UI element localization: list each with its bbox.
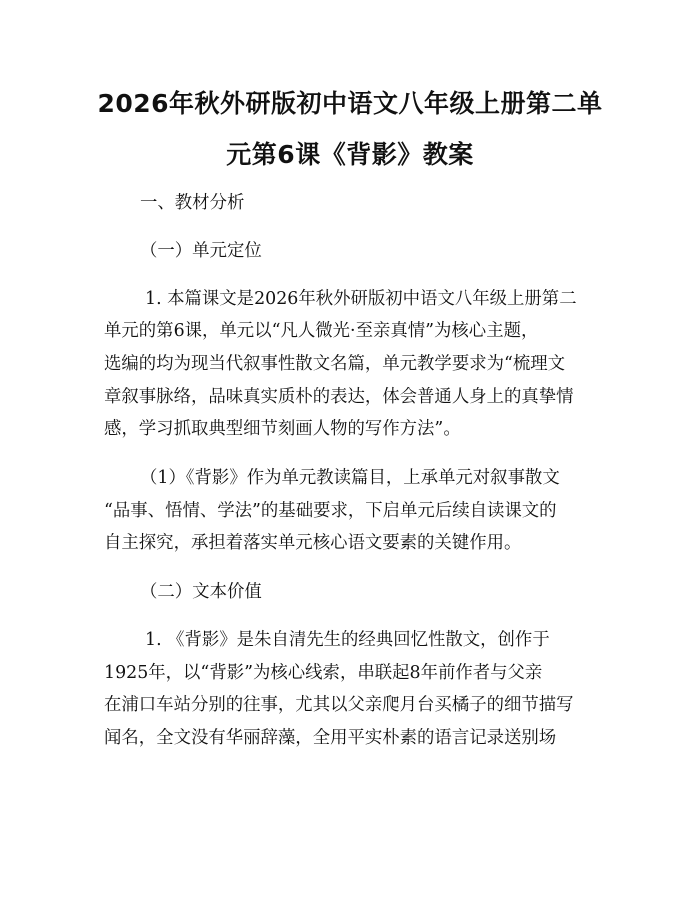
paragraph-3-line-4: 闻名，全文没有华丽辞藻，全用平实朴素的语言记录送别场	[104, 728, 557, 748]
paragraph-1-line-4: 章叙事脉络，品味真实质朴的表达，体会普通人身上的真挚情	[104, 387, 574, 407]
subsection-heading-text-value: （二）文本价值	[140, 582, 262, 602]
paragraph-2-line-2: “品事、悟情、学法”的基础要求，下启单元后续自读课文的	[104, 501, 557, 521]
document-title-line-2: 元第6课《背影》教案	[226, 140, 474, 169]
paragraph-1-line-5: 感，学习抓取典型细节刻画人物的写作方法”。	[104, 419, 461, 439]
document-title-line-1: 2026年秋外研版初中语文八年级上册第二单	[97, 89, 603, 118]
paragraph-3-line-2: 1925年，以“背影”为核心线索，串联起8年前作者与父亲	[104, 663, 543, 683]
paragraph-3-line-3: 在浦口车站分别的往事，尤其以父亲爬月台买橘子的细节描写	[104, 695, 574, 715]
paragraph-1-line-2: 单元的第6课，单元以“凡人微光·至亲真情”为核心主题，	[104, 321, 539, 341]
paragraph-3-line-1: 1. 《背影》是朱自清先生的经典回忆性散文，创作于	[145, 630, 550, 650]
section-heading-textbook-analysis: 一、教材分析	[140, 193, 245, 213]
subsection-heading-unit-positioning: （一）单元定位	[140, 241, 262, 261]
paragraph-2-line-1: （1）《背影》作为单元教读篇目，上承单元对叙事散文	[140, 468, 560, 488]
paragraph-2-line-3: 自主探究，承担着落实单元核心语文要素的关键作用。	[104, 533, 522, 553]
paragraph-1-line-1: 1. 本篇课文是2026年秋外研版初中语文八年级上册第二	[145, 289, 577, 309]
paragraph-1-line-3: 选编的均为现当代叙事性散文名篇，单元教学要求为“梳理文	[104, 354, 566, 374]
